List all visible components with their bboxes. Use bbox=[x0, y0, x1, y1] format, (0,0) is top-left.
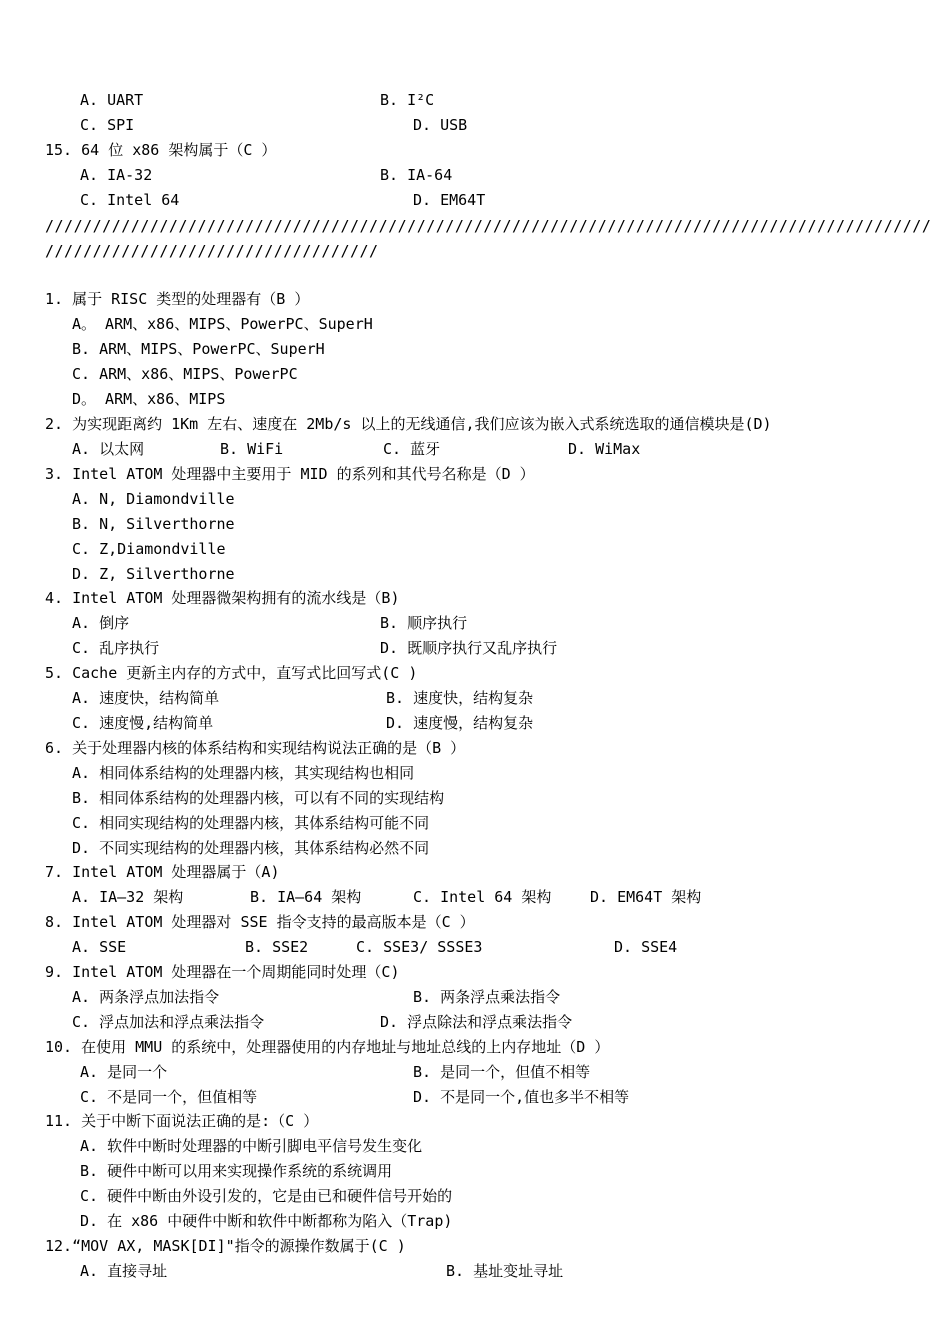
option-c: C. SSE3/ SSSE3 bbox=[356, 938, 483, 956]
option-b: B. N, Silverthorne bbox=[72, 515, 235, 533]
option-b: B. I²C bbox=[380, 91, 435, 109]
question-7-stem: 7. Intel ATOM 处理器属于（A) bbox=[45, 863, 280, 881]
question-15-stem: 15. 64 位 x86 架构属于（C ） bbox=[45, 141, 277, 159]
option-a: A. 相同体系结构的处理器内核，其实现结构也相同 bbox=[72, 764, 415, 782]
question-8-stem: 8. Intel ATOM 处理器对 SSE 指令支持的最高版本是（C ） bbox=[45, 913, 475, 931]
section-divider-line-2: /////////////////////////////////// bbox=[45, 242, 379, 260]
option-d: D. EM64T bbox=[413, 191, 486, 209]
option-d: D. 不是同一个,值也多半不相等 bbox=[413, 1088, 630, 1106]
option-a: A. 直接寻址 bbox=[80, 1262, 168, 1280]
option-d: D. 在 x86 中硬件中断和软件中断都称为陷入（Trap) bbox=[80, 1212, 453, 1230]
option-b: B. 是同一个，但值不相等 bbox=[413, 1063, 591, 1081]
option-b: B. 两条浮点乘法指令 bbox=[413, 988, 561, 1006]
option-c: C. SPI bbox=[80, 116, 135, 134]
option-a: A. 速度快，结构简单 bbox=[72, 689, 220, 707]
option-c: C. Z,Diamondville bbox=[72, 540, 226, 558]
option-a: A. 倒序 bbox=[72, 614, 130, 632]
option-a: A. 两条浮点加法指令 bbox=[72, 988, 220, 1006]
question-1-stem: 1. 属于 RISC 类型的处理器有（B ） bbox=[45, 290, 310, 308]
option-c: C. 浮点加法和浮点乘法指令 bbox=[72, 1013, 265, 1031]
question-4-stem: 4. Intel ATOM 处理器微架构拥有的流水线是（B) bbox=[45, 589, 400, 607]
question-9-stem: 9. Intel ATOM 处理器在一个周期能同时处理（C) bbox=[45, 963, 400, 981]
option-a: A. 软件中断时处理器的中断引脚电平信号发生变化 bbox=[80, 1137, 423, 1155]
option-b: B. ARM、MIPS、PowerPC、SuperH bbox=[72, 340, 325, 358]
option-a: A. IA—32 架构 bbox=[72, 888, 184, 906]
option-b: B. 顺序执行 bbox=[380, 614, 468, 632]
option-b: B. SSE2 bbox=[245, 938, 309, 956]
option-b: B. 速度快，结构复杂 bbox=[386, 689, 534, 707]
option-c: C. 蓝牙 bbox=[383, 440, 441, 458]
option-d: D. WiMax bbox=[568, 440, 641, 458]
option-b: B. 相同体系结构的处理器内核，可以有不同的实现结构 bbox=[72, 789, 445, 807]
option-b: B. WiFi bbox=[220, 440, 284, 458]
section-divider-line-1: ///////////////////////////////////////////////////////////////////////////////////////////// bbox=[45, 217, 932, 235]
option-c: C. 乱序执行 bbox=[72, 639, 160, 657]
question-12-stem: 12.“MOV AX, MASK[DI]"指令的源操作数属于(C ) bbox=[45, 1237, 406, 1255]
question-5-stem: 5. Cache 更新主内存的方式中，直写式比回写式(C ) bbox=[45, 664, 418, 682]
question-11-stem: 11. 关于中断下面说法正确的是:（C ） bbox=[45, 1112, 319, 1130]
option-d: D. SSE4 bbox=[614, 938, 678, 956]
option-a: A. N, Diamondville bbox=[72, 490, 235, 508]
option-a: A. SSE bbox=[72, 938, 127, 956]
option-d: D. USB bbox=[413, 116, 468, 134]
question-6-stem: 6. 关于处理器内核的体系结构和实现结构说法正确的是（B ） bbox=[45, 739, 466, 757]
option-c: C. 相同实现结构的处理器内核，其体系结构可能不同 bbox=[72, 814, 430, 832]
option-c: C. Intel 64 bbox=[80, 191, 180, 209]
option-b: B. IA-64 bbox=[380, 166, 453, 184]
option-c: C. 硬件中断由外设引发的，它是由已和硬件信号开始的 bbox=[80, 1187, 453, 1205]
option-a: A. 是同一个 bbox=[80, 1063, 168, 1081]
question-3-stem: 3. Intel ATOM 处理器中主要用于 MID 的系列和其代号名称是（D ） bbox=[45, 465, 535, 483]
option-a: A. IA-32 bbox=[80, 166, 153, 184]
option-d: D. 既顺序执行又乱序执行 bbox=[380, 639, 558, 657]
option-d: D. 速度慢，结构复杂 bbox=[386, 714, 534, 732]
option-c: C. 速度慢,结构简单 bbox=[72, 714, 214, 732]
question-10-stem: 10. 在使用 MMU 的系统中，处理器使用的内存地址与地址总线的上内存地址（D ） bbox=[45, 1038, 610, 1056]
option-c: C. Intel 64 架构 bbox=[413, 888, 552, 906]
option-c: C. 不是同一个，但值相等 bbox=[80, 1088, 258, 1106]
option-a: A。 ARM、x86、MIPS、PowerPC、SuperH bbox=[72, 315, 373, 333]
option-c: C. ARM、x86、MIPS、PowerPC bbox=[72, 365, 298, 383]
option-a: A. UART bbox=[80, 91, 144, 109]
option-d: D. EM64T 架构 bbox=[590, 888, 702, 906]
option-d: D. 不同实现结构的处理器内核，其体系结构必然不同 bbox=[72, 839, 430, 857]
option-a: A. 以太网 bbox=[72, 440, 145, 458]
option-d: D. 浮点除法和浮点乘法指令 bbox=[380, 1013, 573, 1031]
option-d: D。 ARM、x86、MIPS bbox=[72, 390, 226, 408]
question-2-stem: 2. 为实现距离约 1Km 左右、速度在 2Mb/s 以上的无线通信,我们应该为嵌入式系统选取的通信模块是(D) bbox=[45, 415, 772, 433]
option-b: B. 基址变址寻址 bbox=[446, 1262, 564, 1280]
option-b: B. 硬件中断可以用来实现操作系统的系统调用 bbox=[80, 1162, 393, 1180]
option-b: B. IA—64 架构 bbox=[250, 888, 362, 906]
option-d: D. Z, Silverthorne bbox=[72, 565, 235, 583]
